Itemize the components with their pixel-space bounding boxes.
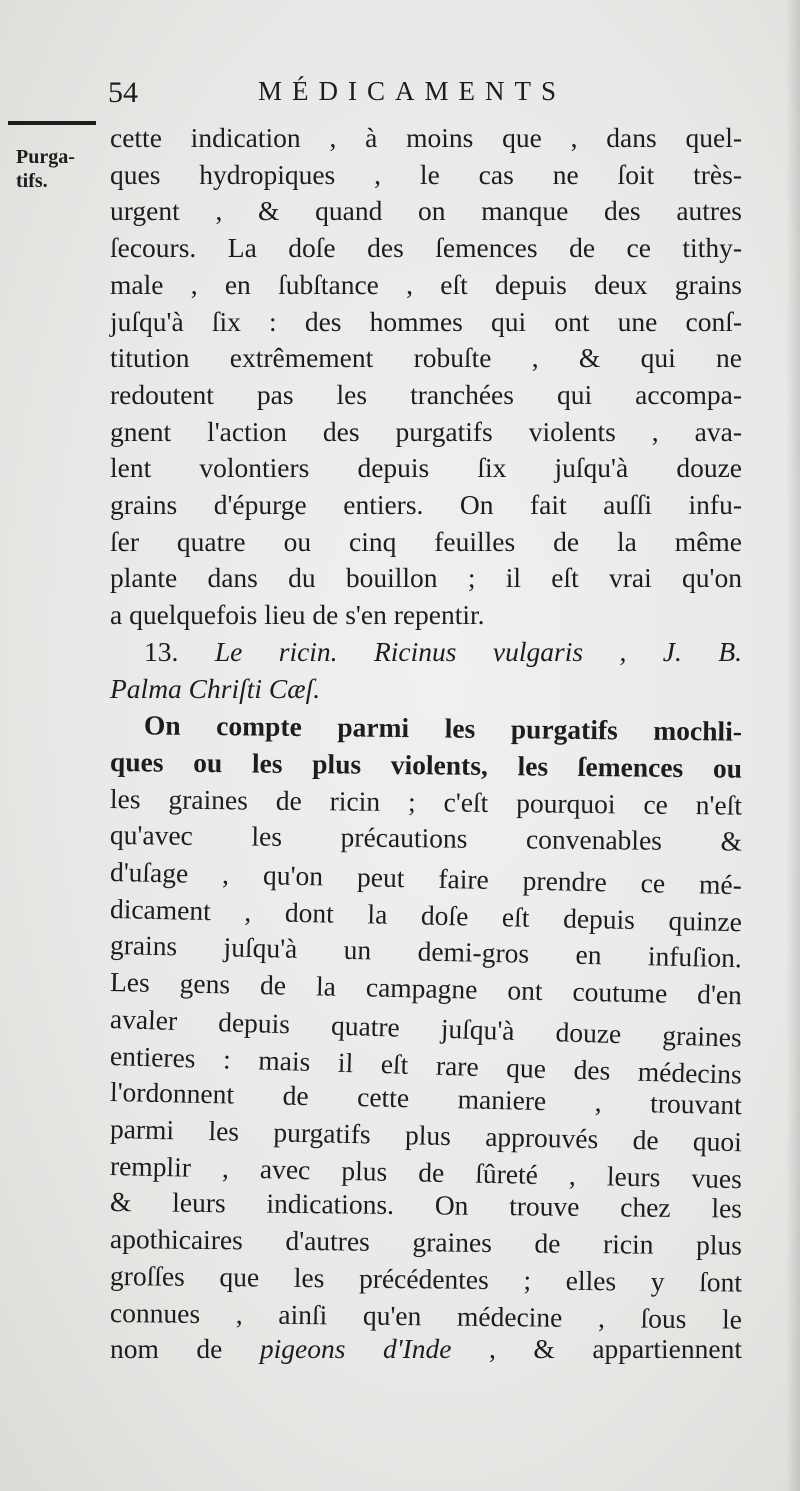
text-line: groſſes que les précédentes ; elles y ſont bbox=[109, 1259, 743, 1298]
text-line: plante dans du bouillon ; il eſt vrai qu'on bbox=[110, 562, 742, 594]
text-line: lent volontiers depuis ſix juſqu'à douze bbox=[110, 452, 742, 484]
text-line: avaler depuis quatre juſqu'à douze graines bbox=[109, 1002, 743, 1053]
text-line: dicament , dont la doſe eſt depuis quinze bbox=[109, 892, 743, 937]
text-line: a quelquefois lieu de s'en repentir. bbox=[110, 599, 485, 631]
text-line: gnent l'action des purgatifs violents , ava- bbox=[110, 415, 742, 447]
running-head bbox=[108, 70, 748, 120]
text-line: entieres : mais il eſt rare que des médecins bbox=[109, 1039, 743, 1090]
text-line: titution extrêmement robuſte , & qui ne bbox=[110, 342, 742, 374]
text-fragment: , & appartiennent bbox=[451, 1333, 742, 1365]
running-title: MÉDICAMENTS bbox=[258, 76, 567, 106]
text-line: apothicaires d'autres graines de ricin plus bbox=[109, 1223, 743, 1261]
text-line: connues , ainſi qu'en médecine , ſous le bbox=[109, 1296, 743, 1335]
page-edge-shadow bbox=[786, 0, 800, 1491]
text-line: les graines de ricin ; c'eſt pourquoi ce n'eſt bbox=[109, 782, 743, 821]
page-number: 54 bbox=[108, 76, 138, 109]
text-fragment: nom de bbox=[110, 1333, 260, 1365]
text-line: Les gens de la campagne ont coutume d'en bbox=[109, 966, 743, 1011]
text-line: ſer quatre ou cinq feuilles de la même bbox=[110, 525, 742, 557]
section-title: Le ricin. Ricinus vulgaris , J. B. bbox=[214, 635, 742, 667]
section-number: 13. bbox=[144, 635, 179, 667]
text-line: male , en ſubſtance , eſt depuis deux grains bbox=[110, 268, 742, 300]
text-line: On compte parmi les purgatifs mochli- bbox=[143, 709, 743, 747]
section-heading-continuation: Palma Chriſti Cæſ. bbox=[110, 672, 321, 704]
text-line: ques ou les plus violents, les ſemences ou bbox=[109, 745, 743, 784]
margin-note-line: tifs. bbox=[16, 170, 48, 192]
text-line: grains d'épurge entiers. On fait auſſi infu- bbox=[110, 489, 742, 521]
italic-term: pigeons d'Inde bbox=[259, 1333, 452, 1365]
text-line: grains juſqu'à un demi-gros en infuſion. bbox=[109, 929, 743, 974]
text-line: l'ordonnent de cette maniere , trouvant bbox=[109, 1076, 743, 1121]
margin-rule bbox=[8, 121, 96, 125]
margin-note bbox=[16, 145, 111, 193]
text-line: urgent , & quand on manque des autres bbox=[110, 195, 742, 227]
text-line: redoutent pas les tranchées qui accompa- bbox=[110, 378, 742, 410]
text-line: ſecours. La doſe des ſemences de ce tithy- bbox=[110, 232, 742, 264]
text-line: remplir , avec plus de ſûreté , leurs vues bbox=[109, 1149, 743, 1194]
margin-note-line: Purga- bbox=[16, 146, 75, 168]
text-line: cette indication , à moins que , dans quel- bbox=[110, 122, 742, 153]
text-line: & leurs indications. On trouve chez les bbox=[109, 1186, 743, 1225]
text-line: juſqu'à ſix : des hommes qui ont une conſ- bbox=[110, 305, 742, 337]
body-text bbox=[110, 120, 742, 1368]
text-line: ques hydropiques , le cas ne ſoit très- bbox=[110, 158, 742, 190]
text-line: qu'avec les précautions convenables & bbox=[109, 819, 743, 857]
text-line: parmi les purgatifs plus approuvés de quoi bbox=[109, 1112, 743, 1158]
section-heading bbox=[110, 634, 742, 671]
text-line: d'uſage , qu'on peut faire prendre ce mé- bbox=[109, 856, 743, 901]
